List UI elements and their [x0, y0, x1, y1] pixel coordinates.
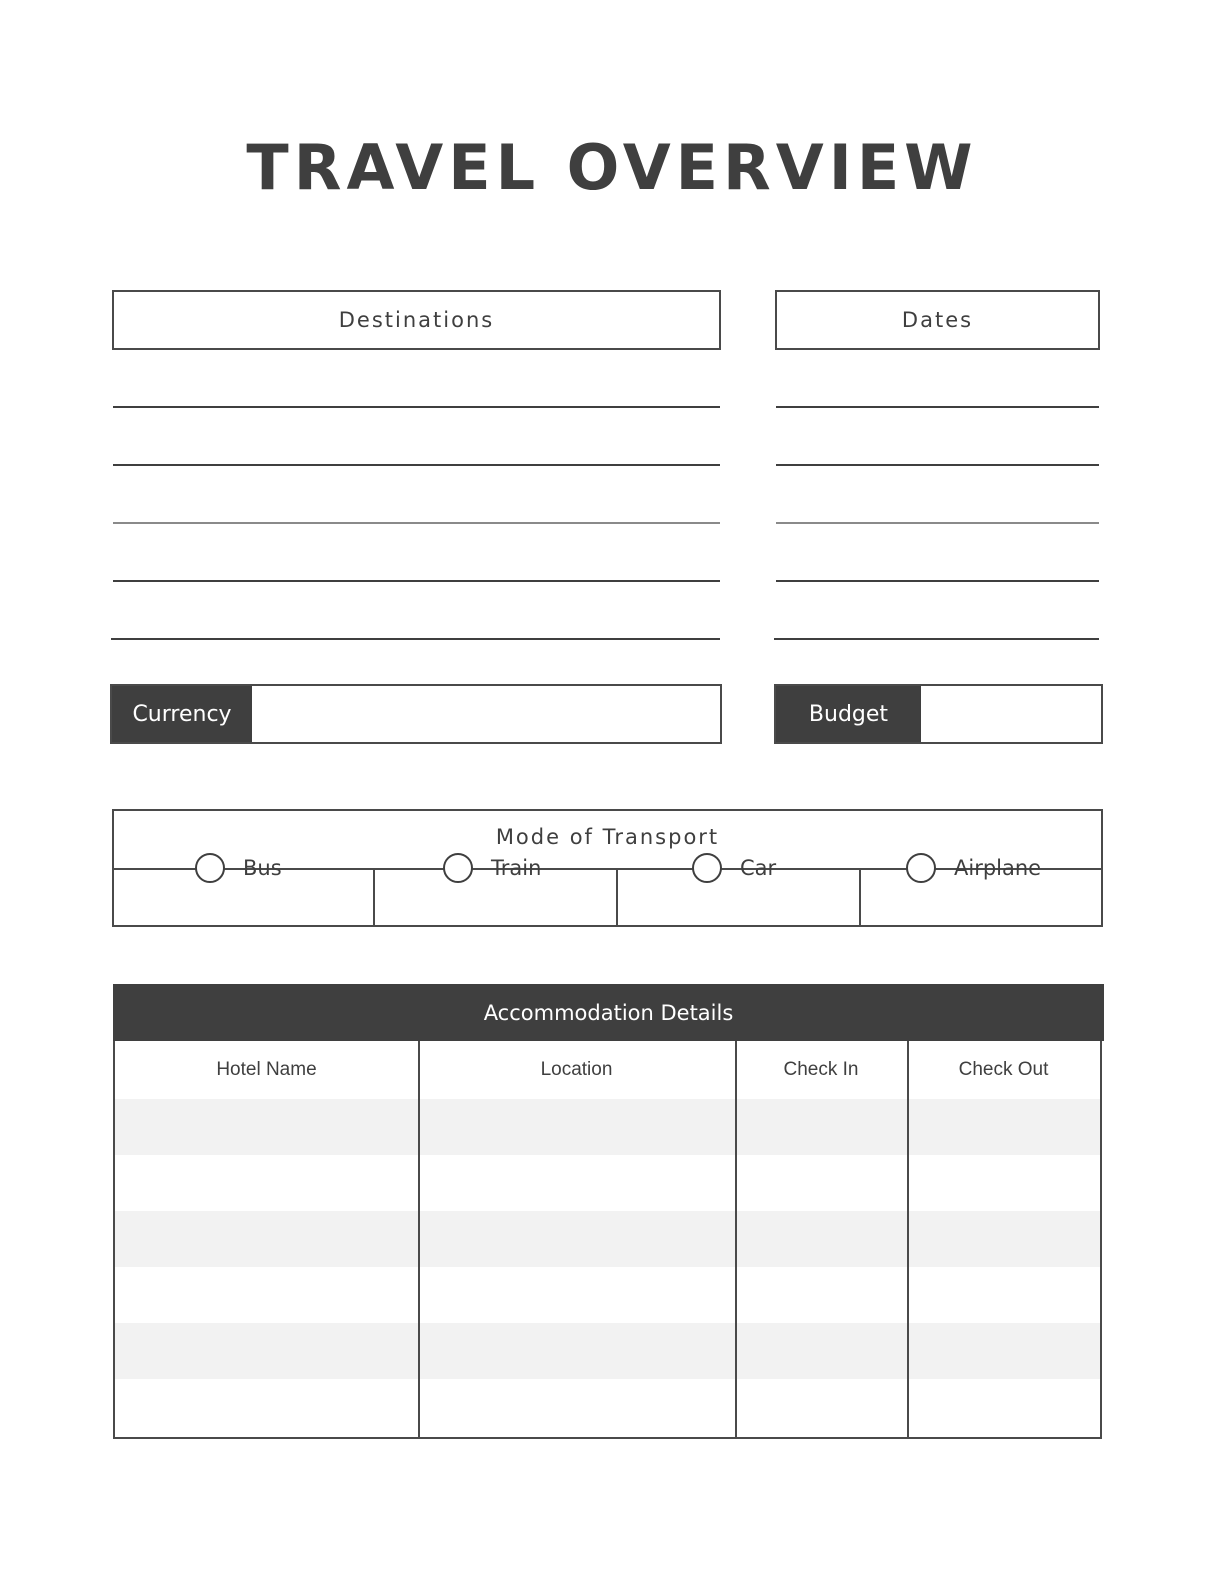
column-divider — [418, 1041, 420, 1437]
date-line-3[interactable] — [776, 522, 1099, 524]
column-header-check-in: Check In — [783, 1059, 859, 1080]
train-radio[interactable] — [443, 853, 473, 883]
transport-option-car[interactable] — [692, 853, 776, 883]
destinations-header — [112, 290, 721, 350]
table-row[interactable] — [115, 1211, 1100, 1267]
destination-line-1[interactable] — [113, 406, 720, 408]
budget-field[interactable] — [774, 684, 1103, 744]
transport-column-divider — [616, 868, 618, 925]
date-line-2[interactable] — [776, 464, 1099, 466]
destination-line-2[interactable] — [113, 464, 720, 466]
transport-option-bus[interactable] — [195, 853, 282, 883]
transport-option-airplane[interactable] — [906, 853, 1041, 883]
column-divider — [907, 1041, 909, 1437]
page-title: TRAVEL OVERVIEW — [246, 131, 978, 204]
accommodation-header — [113, 984, 1104, 1041]
table-row[interactable] — [115, 1323, 1100, 1379]
airplane-label: Airplane — [954, 856, 1042, 880]
dates-header — [775, 290, 1100, 350]
currency-field[interactable] — [110, 684, 722, 744]
dates-header-label: Dates — [901, 308, 974, 332]
column-header-location: Location — [540, 1059, 613, 1080]
transport-section — [112, 809, 1103, 927]
date-line-1[interactable] — [776, 406, 1099, 408]
date-line-5[interactable] — [774, 638, 1099, 640]
accommodation-title: Accommodation Details — [483, 1000, 734, 1025]
column-header-check-out: Check Out — [958, 1059, 1049, 1080]
currency-label: Currency — [112, 686, 252, 742]
table-row[interactable] — [115, 1099, 1100, 1155]
transport-column-divider — [373, 868, 375, 925]
destination-line-5[interactable] — [111, 638, 720, 640]
car-label: Car — [740, 856, 777, 880]
destination-line-3[interactable] — [113, 522, 720, 524]
destinations-header-label: Destinations — [338, 308, 495, 332]
transport-title: Mode of Transport — [495, 825, 720, 849]
transport-column-divider — [859, 868, 861, 925]
transport-option-train[interactable] — [443, 853, 541, 883]
bus-radio[interactable] — [195, 853, 225, 883]
accommodation-table — [113, 984, 1102, 1439]
airplane-radio[interactable] — [906, 853, 936, 883]
date-line-4[interactable] — [776, 580, 1099, 582]
destination-line-4[interactable] — [113, 580, 720, 582]
column-header-hotel-name: Hotel Name — [216, 1059, 317, 1080]
car-radio[interactable] — [692, 853, 722, 883]
bus-label: Bus — [243, 856, 282, 880]
column-divider — [735, 1041, 737, 1437]
train-label: Train — [491, 856, 542, 880]
budget-label: Budget — [776, 686, 921, 742]
